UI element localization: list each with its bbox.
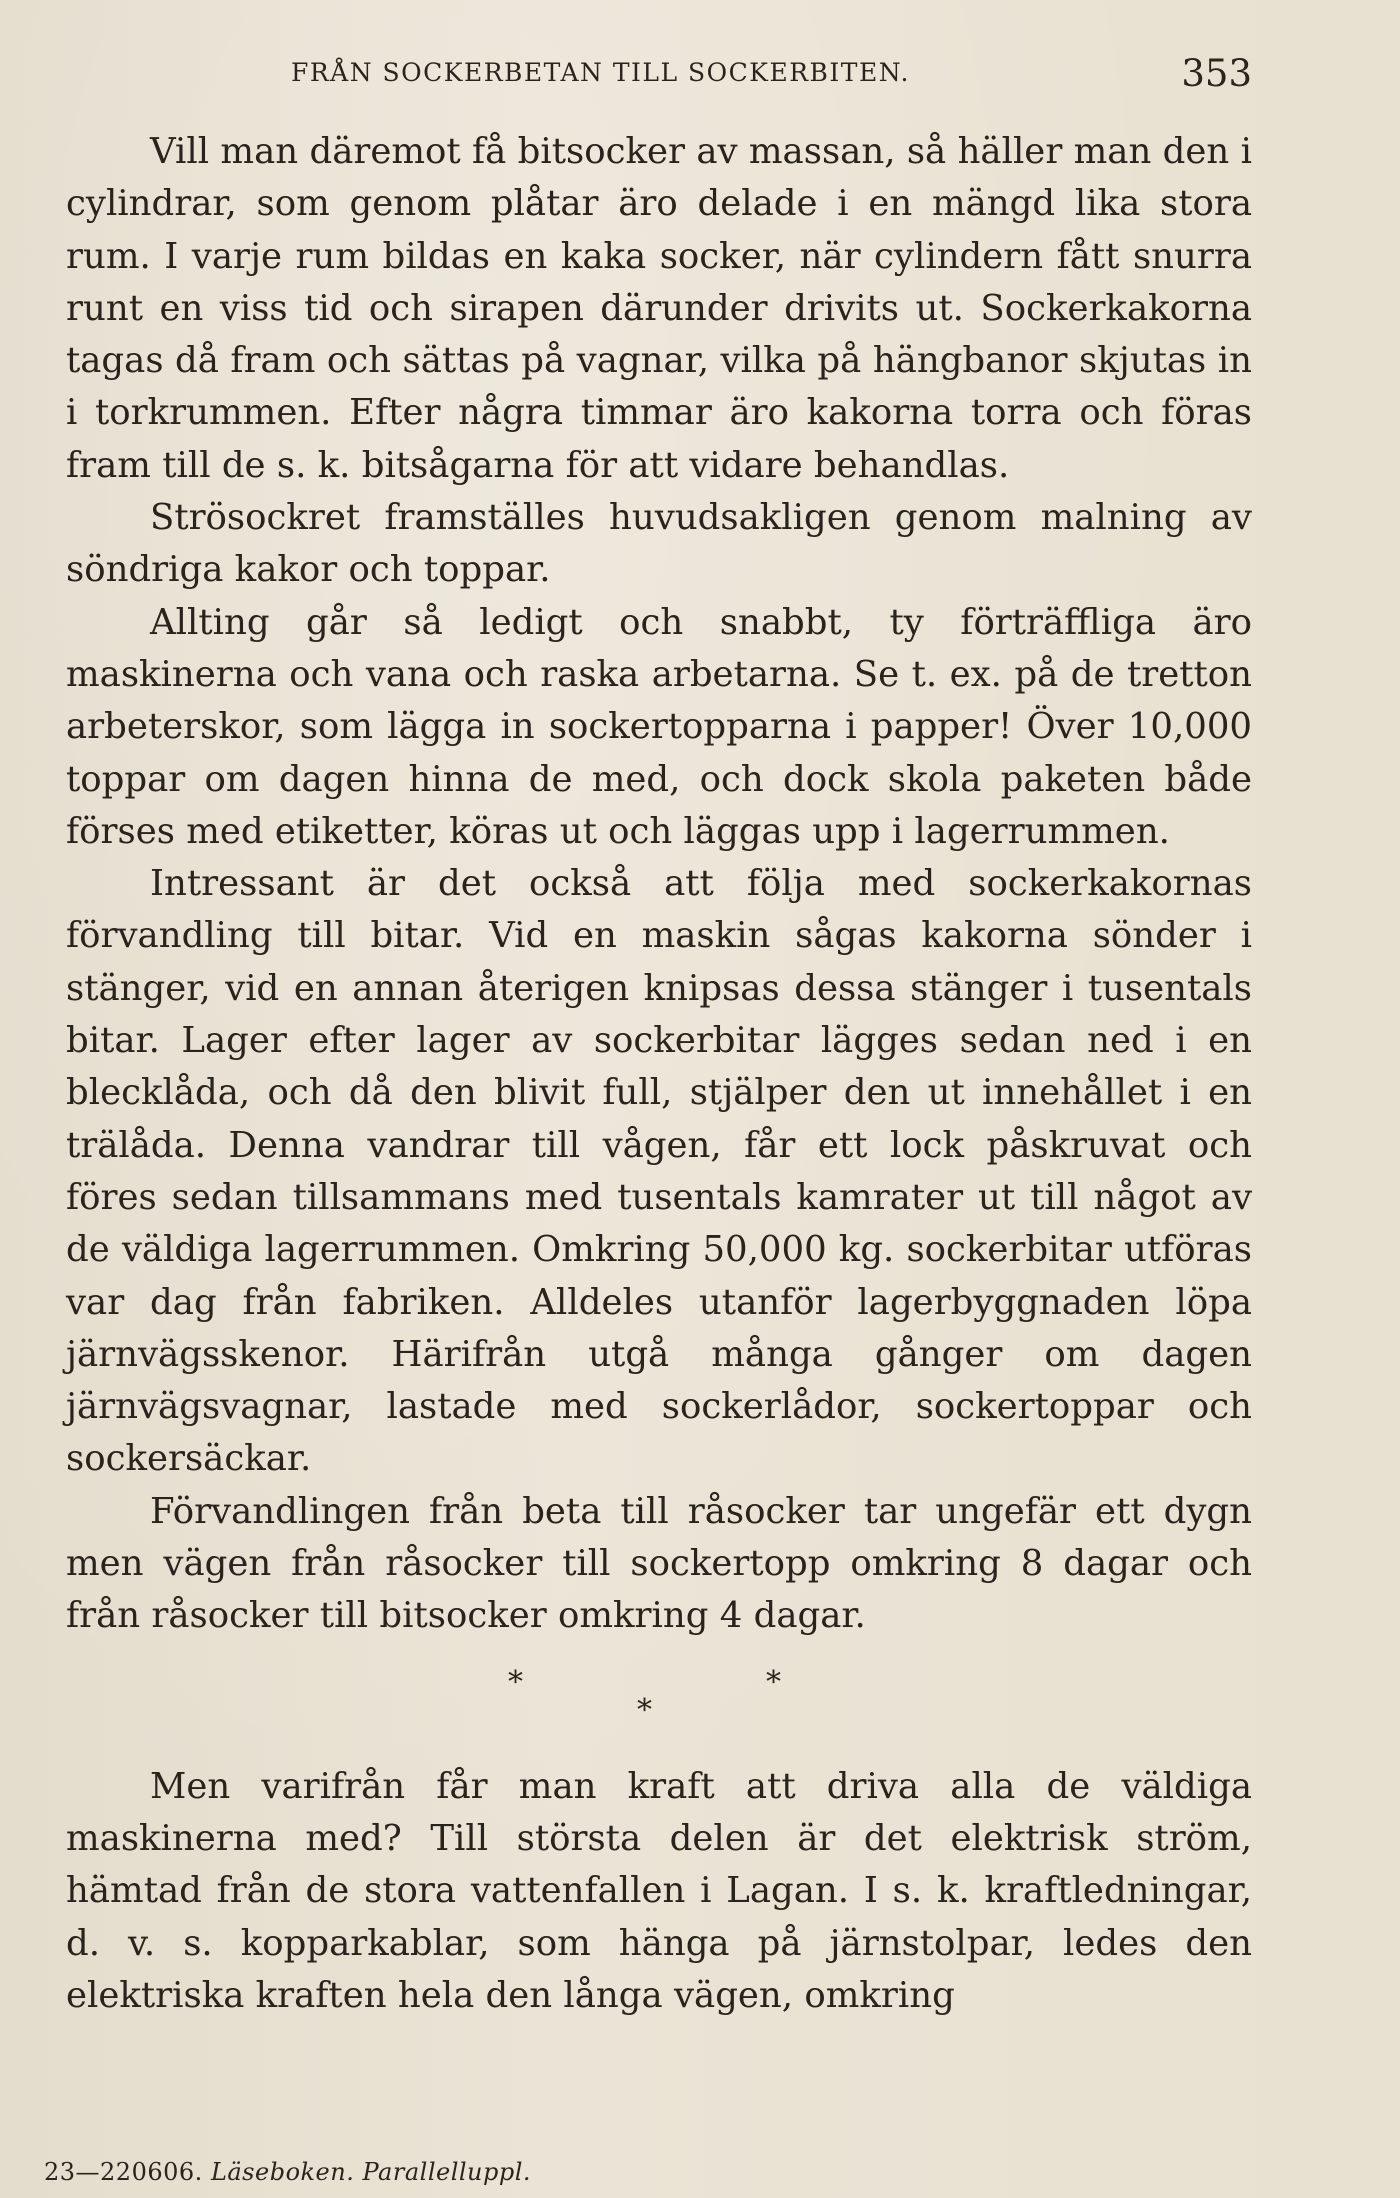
running-title: FRÅN SOCKERBETAN TILL SOCKERBITEN. [291,58,910,87]
page-number: 353 [1181,52,1252,95]
paragraph-allting: Allting går så ledigt och snabbt, ty förträffliga äro maskinerna och vana och raska arbetarna. Se t. ex. på de tretton arbeterskor, som lägga in sockertopparna i papper! Över 10,000 toppar om dagen hinna de med, och dock skola paketen både förses med etiketter, köras ut och läggas upp i lagerrummen. [66,601,1252,852]
running-header [66,52,1252,102]
section-break-asterism [66,1653,1252,1761]
paragraph-kraft: Men varifrån får man kraft att driva alla de väldiga maskinerna med? Till största delen är det elektrisk ström, hämtad från de stora vattenfallen i Lagan. I s. k. kraftledningar, d. v. s. kopparkablar, som hänga på järnstolpar, ledes den elektriska kraften hela den långa vägen, omkring [66,1765,1252,2016]
asterisk-left: * [508,1664,523,1700]
footer-code: 23—220606. [44,2158,203,2186]
signature-footer [44,2158,531,2186]
paragraph-intressant: Intressant är det också att följa med sockerkakornas förvandling till bitar. Vid en maskin sågas kakorna sönder i stänger, vid en annan återigen knipsas dessa stänger i tusentals bitar. Lager efter lager av sockerbitar lägges sedan ned i en blecklåda, och då den blivit full, stjälper den ut innehållet i en trälåda. Denna vandrar till vågen, får ett lock påskruvat och föres sedan tillsammans med tusentals kamrater ut till något av de väldiga lagerrummen. Omkring 50,000 kg. sockerbitar utföras var dag från fabriken. Alldeles utanför lagerbyggnaden löpa järnvägsskenor. Härifrån utgå många gånger om dagen järnvägsvagnar, lastade med sockerlådor, sockertoppar och sockersäckar. [66,863,1252,1480]
paragraph-strosocker: Strösockret framställes huvudsakligen genom malning av söndriga kakor och toppar. [66,497,1252,591]
asterisk-center: * [637,1692,652,1728]
asterisk-right: * [766,1664,781,1700]
paragraph-cylinders: Vill man däremot få bitsocker av massan, så häller man den i cylindrar, som genom plåtar äro delade i en mängd lika stora rum. I varje rum bildas en kaka socker, när cylindern fått snurra runt en viss tid och sirapen därunder drivits ut. Sockerkakorna tagas då fram och sättas på vagnar, vilka på hängbanor skjutas in i torkrummen. Efter några timmar äro kakorna torra och föras fram till de s. k. bitsågarna för att vidare behandlas. [66,131,1252,486]
body-text [66,126,1252,2022]
footer-book-title: Läseboken. Parallelluppl. [210,2158,532,2186]
paragraph-forvandlingen: Förvandlingen från beta till råsocker tar ungefär ett dygn men vägen från råsocker till sockertopp omkring 8 dagar och från råsocker till bitsocker omkring 4 dagar. [66,1490,1252,1637]
